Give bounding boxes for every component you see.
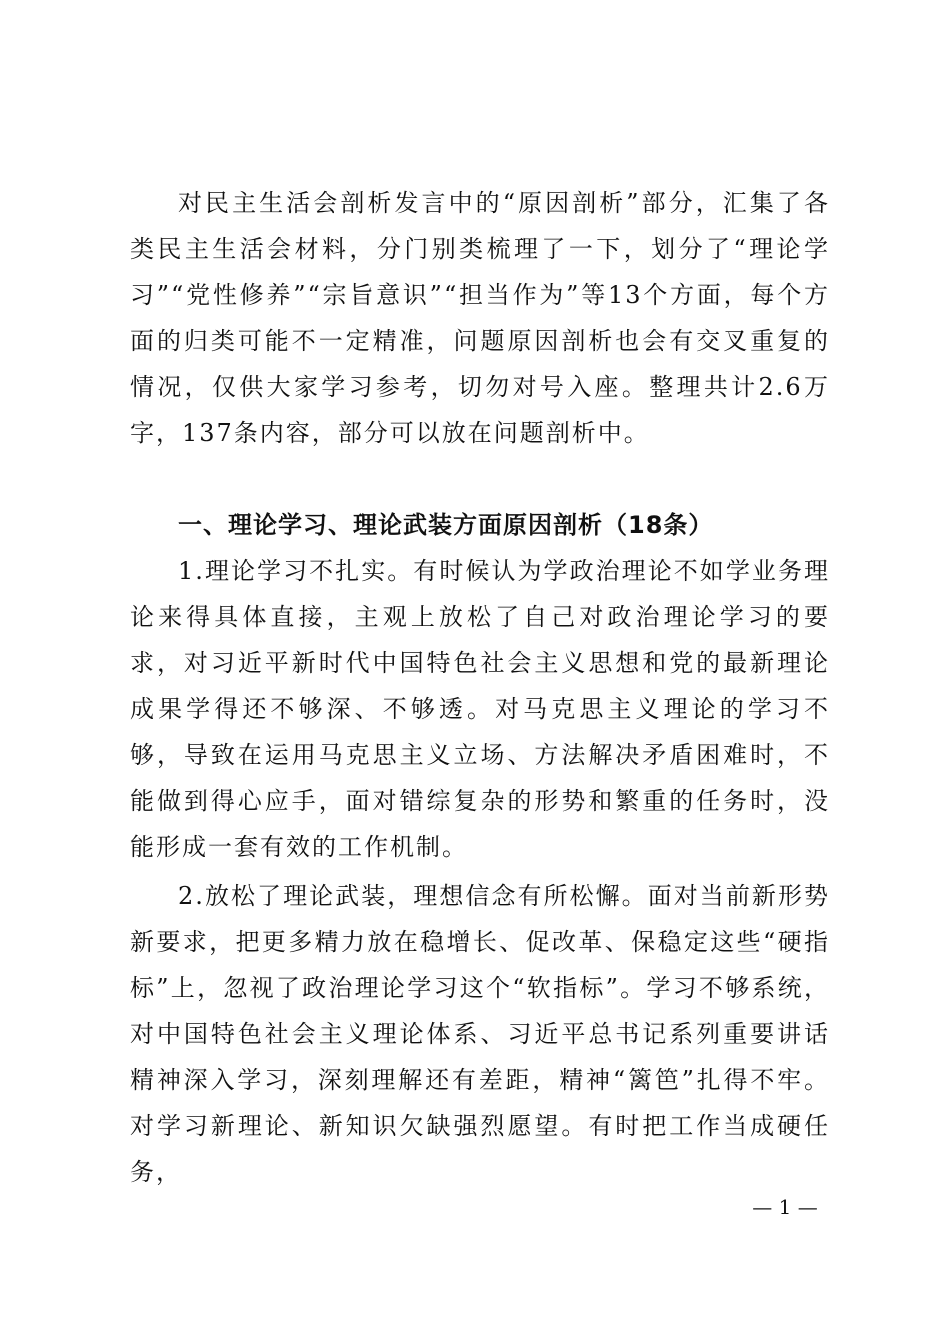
paragraph-2: 2.放松了理论武装，理想信念有所松懈。面对当前新形势新要求，把更多精力放在稳增长、促改革、保稳定这些“硬指标”上，忽视了政治理论学习这个“软指标”。学习不够系统，对中国特色社会主义理论体系、习近平总书记系列重要讲话精神深入学习，深刻理解还有差距，精神“篱笆”扎得不牢。对学习新理论、新知识欠缺强烈愿望。有时把工作当成硬任务，	[130, 882, 830, 1186]
paragraph-1: 1.理论学习不扎实。有时候认为学政治理论不如学业务理论来得具体直接，主观上放松了自己对政治理论学习的要求，对习近平新时代中国特色社会主义思想和党的最新理论成果学得还不够深、不够透。对马克思主义理论的学习不够，导致在运用马克思主义立场、方法解决矛盾困难时，不能做到得心应手，面对错综复杂的形势和繁重的任务时，没能形成一套有效的工作机制。	[130, 557, 830, 861]
intro-paragraph: 对民主生活会剖析发言中的“原因剖析”部分，汇集了各类民主生活会材料，分门别类梳理了一下，划分了“理论学习”“党性修养”“宗旨意识”“担当作为”等13个方面，每个方面的归类可能不一定精准，问题原因剖析也会有交叉重复的情况，仅供大家学习参考，切勿对号入座。整理共计2.6万字，137条内容，部分可以放在问题剖析中。	[130, 189, 830, 447]
page-number: — 1 —	[752, 1195, 818, 1219]
section-heading: 一、理论学习、理论武装方面原因剖析（18条）	[178, 511, 714, 539]
